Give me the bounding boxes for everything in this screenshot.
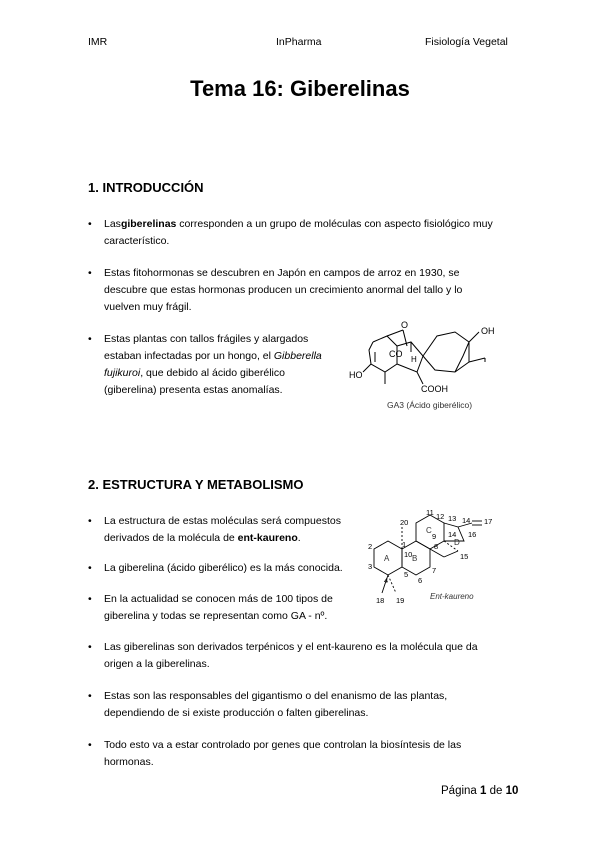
- bullet-line: hormonas.: [104, 756, 154, 768]
- molecule-bonds: [363, 330, 485, 384]
- text-span: , que debido al ácido giberélico: [140, 367, 285, 379]
- label-oh-top: OH: [481, 326, 495, 336]
- atom-number: 12: [436, 512, 445, 521]
- italic-term: Gibberella: [273, 350, 322, 362]
- bullet-line: [104, 365, 354, 382]
- atom-number: 20: [400, 518, 409, 527]
- ring-label: A: [384, 554, 390, 563]
- atom-number: 2: [368, 542, 373, 551]
- text-span: Las: [104, 218, 121, 230]
- bullet-line: Estas plantas con tallos frágiles y alargados: [104, 333, 309, 345]
- page-number: [441, 785, 518, 797]
- text-span: corresponden a un grupo de moléculas con aspecto fisiológico muy: [176, 218, 493, 230]
- atom-number: 15: [460, 552, 469, 561]
- bullet-line: En la actualidad se conocen más de 100 tipos de: [104, 593, 333, 605]
- ring-label: B: [412, 554, 418, 563]
- atom-number: 14: [462, 516, 471, 525]
- atom-number: 5: [404, 570, 409, 579]
- text-span: .: [297, 532, 301, 544]
- figure-caption-ga3: GA3 (Ácido giberélico): [387, 400, 473, 410]
- atom-number: 10: [404, 550, 413, 559]
- ring-label: C: [426, 526, 432, 535]
- atom-number: 3: [368, 562, 373, 571]
- bullet-line: giberelina y todas se representan como GA - nº.: [104, 610, 328, 622]
- bullet-line: dependiendo de si existe producción o falten giberelinas.: [104, 707, 369, 719]
- bullet-line: Estas fitohormonas se descubren en Japón en campos de arroz en 1930, se: [104, 267, 460, 279]
- atom-number: 19: [396, 596, 405, 605]
- atom-number: 9: [432, 532, 437, 541]
- bullet-line: [104, 216, 524, 233]
- bullet-line: característico.: [104, 235, 170, 247]
- atom-number: 7: [432, 566, 437, 575]
- bold-term: ent-kaureno: [237, 532, 298, 544]
- bullet-line: La estructura de estas moléculas será compuestos: [104, 515, 341, 527]
- current-page: 1: [480, 785, 487, 797]
- atom-number: 6: [418, 576, 423, 585]
- gibberellic-acid-structure-figure: [345, 312, 520, 417]
- footer-text: de: [486, 785, 506, 797]
- bold-term: giberelinas: [120, 218, 177, 230]
- bullet-line: origen a la giberelinas.: [104, 658, 210, 670]
- figure-caption-ent-kaureno: Ent-kaureno: [430, 592, 474, 601]
- bullet-dot: •: [88, 333, 92, 345]
- atom-number: 16: [468, 530, 477, 539]
- atom-number: 14: [448, 530, 457, 539]
- bullet-line: descubre que estas hormonas producen un crecimiento anormal del tallo y lo: [104, 284, 463, 296]
- ent-kaureno-structure-figure: [360, 505, 520, 613]
- ring-label: D: [454, 538, 460, 547]
- label-o: O: [401, 320, 409, 330]
- bullet-line: [104, 348, 354, 365]
- bullet-dot: •: [88, 218, 92, 230]
- atom-number: 4: [384, 576, 389, 585]
- atom-number: 13: [448, 514, 457, 523]
- label-cooh: COOH: [421, 384, 448, 394]
- bullet-line: vuelven muy frágil.: [104, 301, 192, 313]
- header-left: IMR: [88, 36, 108, 48]
- italic-term: fujikuroi: [104, 367, 141, 379]
- label-ho: HO: [349, 370, 363, 380]
- bullet-dot: •: [88, 641, 92, 653]
- header-center: InPharma: [276, 36, 322, 48]
- atom-number: 1: [402, 540, 407, 549]
- bullet-dot: •: [88, 593, 92, 605]
- text-span: estaban infectadas por un hongo, el: [104, 350, 274, 362]
- text-span: derivados de la molécula de: [104, 532, 238, 544]
- footer-text: Página: [441, 785, 481, 797]
- bullet-dot: •: [88, 562, 92, 574]
- atom-number: 17: [484, 517, 493, 526]
- section-heading-introduccion: 1. INTRODUCCIÓN: [88, 180, 204, 195]
- atom-number: 8: [434, 542, 439, 551]
- bullet-line: [104, 530, 374, 547]
- bullet-line: Todo esto va a estar controlado por genes que controlan la biosíntesis de las: [104, 739, 462, 751]
- bullet-dot: •: [88, 267, 92, 279]
- bullet-dot: •: [88, 515, 92, 527]
- atom-number: 11: [426, 508, 434, 517]
- total-pages: 10: [505, 785, 519, 797]
- atom-number: 18: [376, 596, 385, 605]
- bullet-dot: •: [88, 739, 92, 751]
- label-h: H: [411, 355, 417, 364]
- section-heading-estructura: 2. ESTRUCTURA Y METABOLISMO: [88, 477, 304, 492]
- bullet-dot: •: [88, 690, 92, 702]
- label-co: CO: [389, 349, 403, 359]
- bullet-line: La giberelina (ácido giberélico) es la más conocida.: [104, 562, 343, 574]
- page-title: Tema 16: Giberelinas: [190, 76, 410, 101]
- header-right: Fisiología Vegetal: [425, 36, 508, 48]
- bullet-line: (giberelina) presenta estas anomalías.: [104, 384, 283, 396]
- bullet-line: Estas son las responsables del gigantismo o del enanismo de las plantas,: [104, 690, 448, 702]
- bullet-line: Las giberelinas son derivados terpénicos y el ent-kaureno es la molécula que da: [104, 641, 478, 653]
